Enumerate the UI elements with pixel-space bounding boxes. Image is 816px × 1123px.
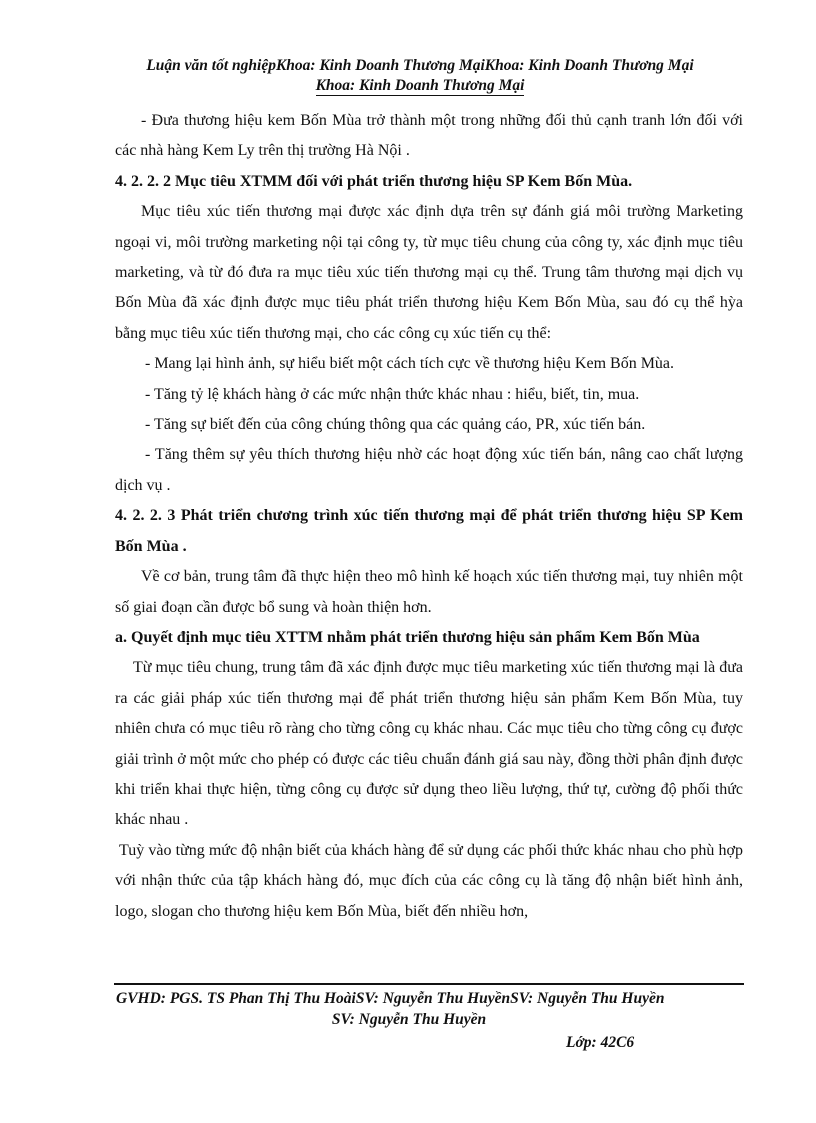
paragraph-goal: - Đưa thương hiệu kem Bốn Mùa trở thành một trong những đối thủ cạnh tranh lớn đối với các nhà hàng Kem Ly trên thị trường Hà Nội . (115, 112, 743, 160)
bullet-item: - Mang lại hình ảnh, sự hiểu biết một cách tích cực về thương hiệu Kem Bốn Mùa. (145, 355, 675, 373)
subsection-heading-a: a. Quyết định mục tiêu XTTM nhằm phát triển thương hiệu sản phẩm Kem Bốn Mùa (115, 628, 700, 646)
document-body (115, 106, 743, 927)
section-heading-4-2-2-3: 4. 2. 2. 3 Phát triển chương trình xúc tiến thương mại để phát triển thương hiệu SP Kem Bốn Mùa . (115, 507, 743, 555)
paragraph-awareness: Tuỳ vào từng mức độ nhận biết của khách hàng để sử dụng các phối thức khác nhau cho phù hợp với nhận thức của tập khách hàng đó, mục đích của các công cụ là tăng độ nhận biết hình ảnh, logo, slogan cho thương hiệu kem Bốn Mùa, biết đến nhiều hơn, (115, 841, 743, 920)
section-heading-4-2-2-2: 4. 2. 2. 2 Mục tiêu XTMM đối với phát triển thương hiệu SP Kem Bốn Mùa. (115, 172, 633, 190)
footer-student-line: SV: Nguyễn Thu Huyền (331, 1011, 487, 1028)
paragraph-objectives: Mục tiêu xúc tiến thương mại được xác định dựa trên sự đánh giá môi trường Marketing ngoại vi, môi trường marketing nội tại công ty, từ mục tiêu chung của công ty, xác định mục tiêu marketing, và từ đó đưa ra mục tiêu xúc tiến thương mại cụ thể. Trung tâm thương mại dịch vụ Bốn Mùa đã xác định được mục tiêu phát triển thương hiệu Kem Bốn Mùa, sau đó cụ thể hỳa bằng mục tiêu xúc tiến thương mại, cho các công cụ xúc tiến cụ thể: (115, 203, 743, 342)
footer-advisor-line: GVHD: PGS. TS Phan Thị Thu HoàiSV: Nguyễn Thu HuyềnSV: Nguyễn Thu Huyền (116, 990, 665, 1007)
page-footer (114, 988, 744, 1030)
bullet-item: - Tăng tỷ lệ khách hàng ở các mức nhận thức khác nhau : hiểu, biết, tin, mua. (145, 385, 640, 403)
header-title-line: Luận văn tốt nghiệpKhoa: Kinh Doanh Thương MạiKhoa: Kinh Doanh Thương Mại (146, 57, 694, 74)
paragraph-marketing-goal: Từ mục tiêu chung, trung tâm đã xác định được mục tiêu marketing xúc tiến thương mại là đưa ra các giải pháp xúc tiến thương mại để phát triển thương hiệu sản phẩm Kem Bốn Mùa, tuy nhiên chưa có mục tiêu rõ ràng cho từng công cụ khác nhau. Các mục tiêu cho từng công cụ được giải trình ở một mức cho phép có được các tiêu chuẩn đánh giá sau này, đồng thời phân định được khi triển khai thực hiện, từng công cụ được sử dụng theo liều lượng, thứ tự, cường độ phối thức khác nhau . (115, 659, 743, 829)
footer-class-label: Lớp: 42C6 (566, 1034, 635, 1051)
bullet-item: - Tăng sự biết đến của công chúng thông qua các quảng cáo, PR, xúc tiến bán. (145, 416, 646, 434)
paragraph-basics: Về cơ bản, trung tâm đã thực hiện theo mô hình kế hoạch xúc tiến thương mại, tuy nhiên một số giai đoạn cần được bổ sung và hoàn thiện hơn. (115, 568, 743, 616)
header-faculty-line: Khoa: Kinh Doanh Thương Mại (315, 77, 525, 94)
bullet-item: - Tăng thêm sự yêu thích thương hiệu nhờ các hoạt động xúc tiến bán, nâng cao chất lượng dịch vụ . (115, 446, 743, 494)
page-header (100, 56, 740, 96)
footer-divider (114, 983, 744, 985)
